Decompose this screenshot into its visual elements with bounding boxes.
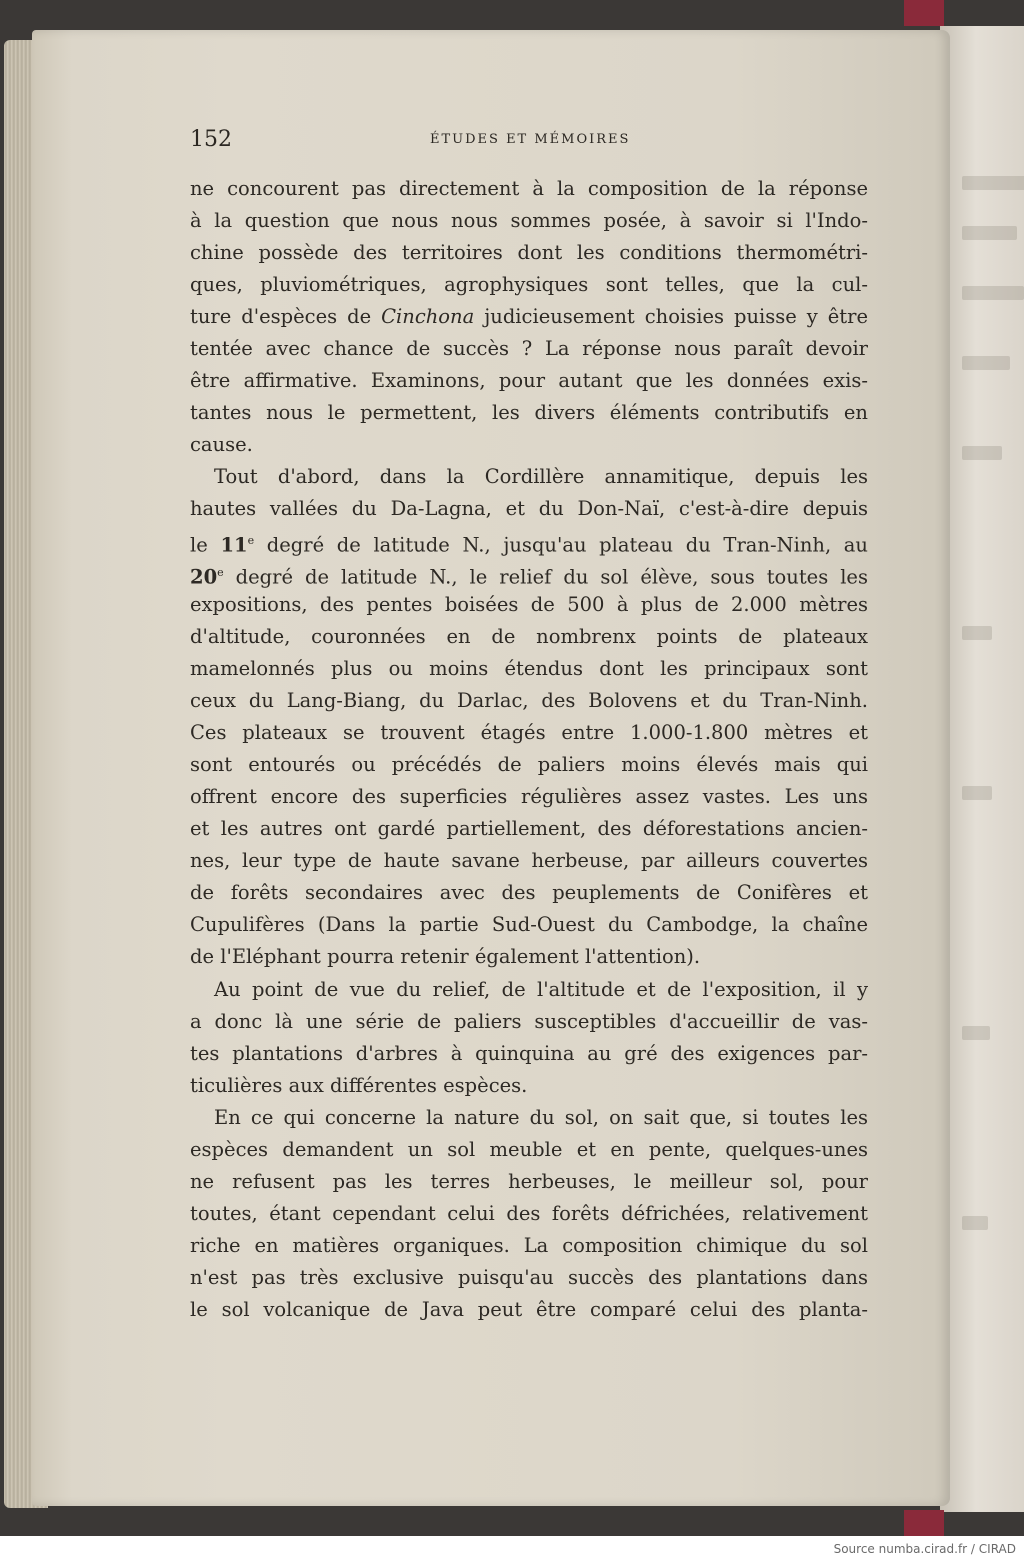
text-segment: le — [190, 533, 208, 557]
binding-strip-top — [904, 0, 944, 26]
running-head — [190, 124, 870, 156]
text-line: ne concourent pas directement à la composition de la réponse — [190, 177, 868, 200]
text-segment: jusqu'au plateau du Tran-Ninh, au — [503, 533, 868, 557]
source-caption: Source numba.cirad.fr / CIRAD — [833, 1542, 1016, 1556]
text-line: espèces demandent un sol meuble et en pente, quelques-unes — [190, 1138, 868, 1161]
text-line: ques, pluviométriques, agrophysiques sont telles, que la cul- — [190, 273, 868, 296]
bleed-text-mark — [962, 176, 1024, 190]
text-line: être affirmative. Examinons, pour autant que les données exis- — [190, 369, 868, 392]
bleed-text-mark — [962, 1216, 988, 1230]
text-line: tentée avec chance de succès ? La réponse nous paraît devoir — [190, 337, 868, 360]
text-line: riche en matières organiques. La composition chimique du sol — [190, 1234, 868, 1257]
text-line: à la question que nous nous sommes posée, à savoir si l'Indo- — [190, 209, 868, 232]
italic-genus-name: Cinchona — [381, 305, 475, 328]
text-line — [190, 525, 868, 557]
bleed-text-mark — [962, 446, 1002, 460]
text-segment: degré de latitude N., — [235, 565, 458, 589]
ordinal-suffix: e — [217, 566, 224, 579]
text-line: toutes, étant cependant celui des forêts défrichées, relativement — [190, 1202, 868, 1225]
text-line: En ce qui concerne la nature du sol, on sait que, si toutes les — [214, 1106, 868, 1129]
binding-strip-bottom — [904, 1510, 944, 1536]
text-segment: degré de latitude N., — [266, 533, 491, 557]
bleed-text-mark — [962, 286, 1024, 300]
text-line — [190, 301, 868, 333]
text-line: et les autres ont gardé partiellement, des déforestations ancien- — [190, 817, 868, 840]
text-line: de forêts secondaires avec des peuplements de Conifères et — [190, 881, 868, 904]
text-line: chine possède des territoires dont les conditions thermométri- — [190, 241, 868, 264]
text-line: mamelonnés plus ou moins étendus dont les principaux sont — [190, 657, 868, 680]
running-title: ÉTUDES ET MÉMOIRES — [430, 132, 631, 147]
bleed-text-mark — [962, 1026, 990, 1040]
text-line: offrent encore des superficies régulières assez vastes. Les uns — [190, 785, 868, 808]
text-line: cause. — [190, 433, 253, 456]
text-line: expositions, des pentes boisées de 500 à plus de 2.000 mètres — [190, 593, 868, 616]
bleed-text-mark — [962, 226, 1017, 240]
text-line: ceux du Lang-Biang, du Darlac, des Bolovens et du Tran-Ninh. — [190, 689, 868, 712]
facing-page-edge — [940, 26, 1024, 1512]
text-segment: le relief du sol élève, sous toutes les — [469, 565, 868, 589]
ordinal-number: 20 — [190, 565, 218, 589]
page-number: 152 — [190, 127, 232, 152]
text-line: hautes vallées du Da-Lagna, et du Don-Naï, c'est-à-dire depuis — [190, 497, 868, 520]
ordinal-suffix: e — [247, 534, 255, 547]
text-line: ne refusent pas les terres herbeuses, le meilleur sol, pour — [190, 1170, 868, 1193]
text-segment: ture d'espèces de — [190, 305, 372, 328]
text-line: d'altitude, couronnées en de nombrenx points de plateaux — [190, 625, 868, 648]
text-line: n'est pas très exclusive puisqu'au succès des plantations dans — [190, 1266, 868, 1289]
text-line: nes, leur type de haute savane herbeuse, par ailleurs couvertes — [190, 849, 868, 872]
text-segment: judicieusement choisies puisse y être — [484, 305, 869, 328]
text-line — [190, 557, 868, 589]
text-line: Ces plateaux se trouvent étagés entre 1.000-1.800 mètres et — [190, 721, 868, 744]
text-line: a donc là une série de paliers susceptibles d'accueillir de vas- — [190, 1010, 868, 1033]
text-line: de l'Eléphant pourra retenir également l'attention). — [190, 945, 701, 968]
text-line: ticulières aux différentes espèces. — [190, 1074, 528, 1097]
ordinal-number: 11 — [220, 533, 248, 557]
text-line: Tout d'abord, dans la Cordillère annamitique, depuis les — [214, 465, 868, 488]
text-line: Cupulifères (Dans la partie Sud-Ouest du Cambodge, la chaîne — [190, 913, 868, 936]
text-line: Au point de vue du relief, de l'altitude et de l'exposition, il y — [214, 978, 868, 1001]
bleed-text-mark — [962, 786, 992, 800]
text-line: tantes nous le permettent, les divers éléments contributifs en — [190, 401, 868, 424]
bleed-text-mark — [962, 356, 1010, 370]
text-line: tes plantations d'arbres à quinquina au gré des exigences par- — [190, 1042, 868, 1065]
text-line: le sol volcanique de Java peut être comparé celui des planta- — [190, 1298, 868, 1321]
bleed-text-mark — [962, 626, 992, 640]
text-line: sont entourés ou précédés de paliers moins élevés mais qui — [190, 753, 868, 776]
